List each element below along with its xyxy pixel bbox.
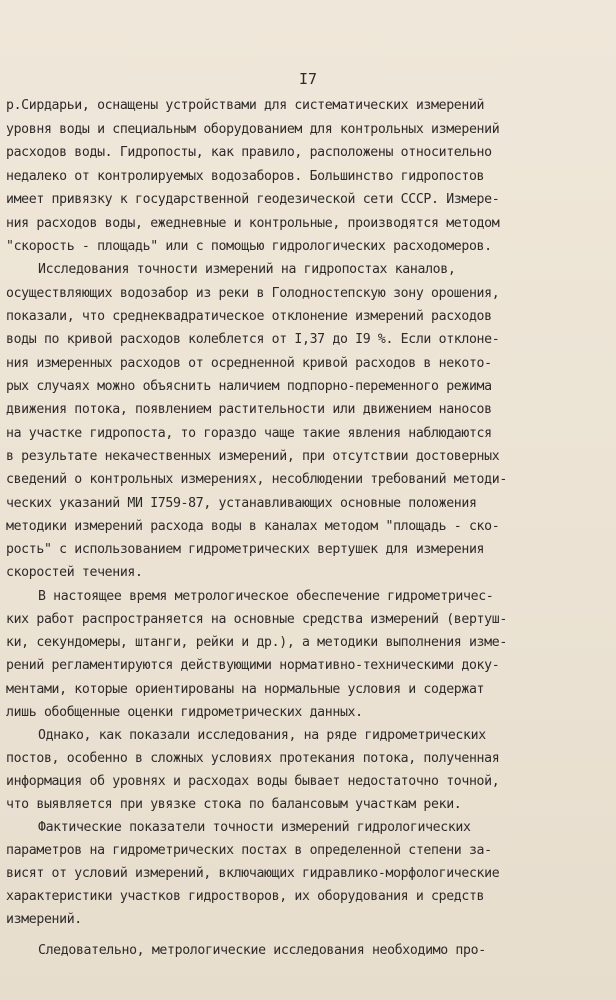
text-line: рость" с использованием гидрометрических вертушек для измерения <box>6 542 485 557</box>
text-line: что выявляется при увязке стока по балансовым участкам реки. <box>6 797 462 812</box>
text-line: ки, секундомеры, штанги, рейки и др.), а методики выполнения изме- <box>6 635 507 650</box>
page-number: I7 <box>298 70 318 88</box>
text-line: Фактические показатели точности измерений гидрологических <box>38 820 471 835</box>
text-line: постов, особенно в сложных условиях протекания потока, полученная <box>6 751 500 766</box>
text-line: Следовательно, метрологические исследования необходимо про- <box>38 943 486 958</box>
text-line: ния измеренных расходов от осредненной кривой расходов в некото- <box>6 356 492 371</box>
text-line: на участке гидропоста, то гораздо чаще такие явления наблюдаются <box>6 426 492 441</box>
text-line: ких работ распространяется на основные средства измерений (вертуш- <box>6 612 507 627</box>
text-line: рений регламентируются действующими нормативно-техническими доку- <box>6 658 500 673</box>
text-line: методики измерений расхода воды в каналах методом "площадь - ско- <box>6 519 500 534</box>
text-line: ния расходов воды, ежедневные и контрольные, производятся методом <box>6 216 500 231</box>
text-line: информация об уровнях и расходах воды бывает недостаточно точной, <box>6 774 500 789</box>
text-line: движения потока, появлением растительности или движением наносов <box>6 402 492 417</box>
text-line: Однако, как показали исследования, на ряде гидрометрических <box>38 728 486 743</box>
text-line: параметров на гидрометрических постах в определенной степени за- <box>6 843 492 858</box>
text-line: имеет привязку к государственной геодезической сети СССР. Измере- <box>6 192 500 207</box>
text-line: недалеко от контролируемых водозаборов. Большинство гидропостов <box>6 169 485 184</box>
text-line: В настоящее время метрологическое обеспечение гидрометричес- <box>38 589 494 604</box>
text-line: ментами, которые ориентированы на нормальные условия и содержат <box>6 682 485 697</box>
text-line: "скорость - площадь" или с помощью гидрологических расходомеров. <box>6 239 492 254</box>
text-line: Исследования точности измерений на гидропостах каналов, <box>38 262 456 277</box>
text-line: рых случаях можно объяснить наличием подпорно-переменного режима <box>6 379 492 394</box>
text-line: воды по кривой расходов колеблется от I,37 до I9 %. Если отклоне- <box>6 332 500 347</box>
text-line: показали, что среднеквадратическое отклонение измерений расходов <box>6 309 492 324</box>
text-line: уровня воды и специальным оборудованием для контрольных измерений <box>6 122 500 137</box>
text-line: осуществляющих водозабор из реки в Голодностепскую зону орошения, <box>6 286 500 301</box>
text-line: скоростей течения. <box>6 565 143 580</box>
text-line: сведений о контрольных измерениях, несоблюдении требований методи- <box>6 472 507 487</box>
text-line: в результате некачественных измерений, при отсутствии достоверных <box>6 449 500 464</box>
text-line: характеристики участков гидростворов, их оборудования и средств <box>6 889 485 904</box>
text-line: расходов воды. Гидропосты, как правило, расположены относительно <box>6 145 492 160</box>
text-line: ческих указаний МИ I759-87, устанавливающих основные положения <box>6 496 477 511</box>
text-line: р.Сирдарьи, оснащены устройствами для систематических измерений <box>6 98 485 113</box>
text-line: висят от условий измерений, включающих гидравлико-морфологические <box>6 866 500 881</box>
text-line: лишь обобщенные оценки гидрометрических данных. <box>6 705 363 720</box>
text-line: измерений. <box>6 912 82 927</box>
